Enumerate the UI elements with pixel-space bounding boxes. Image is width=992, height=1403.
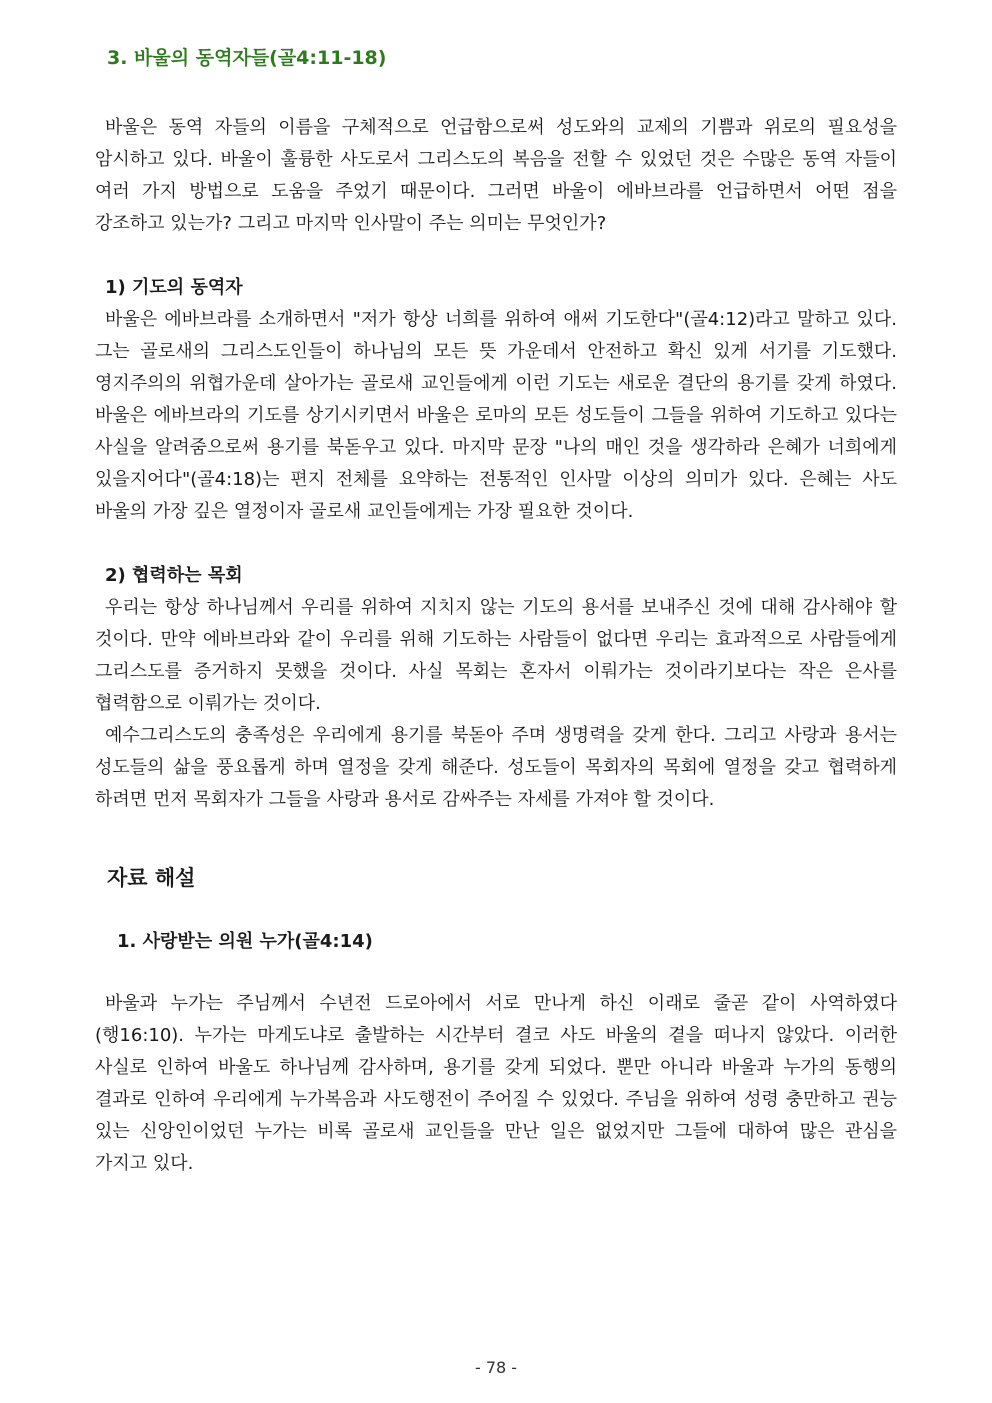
- spacer: [95, 896, 897, 926]
- spacer: [95, 816, 897, 860]
- spacer: [95, 240, 897, 272]
- spacer: [95, 76, 897, 112]
- resource-item-1-title: 1. 사랑받는 의원 누가(골4:14): [117, 931, 373, 952]
- subsection-2-title: 2) 협력하는 목회: [105, 565, 243, 586]
- spacer: [95, 528, 897, 560]
- subsection-1-paragraph: 바울은 에바브라를 소개하면서 "저가 항상 너희를 위하여 애써 기도한다"(골4:12)라고 말하고 있다. 그는 골로새의 그리스도인들이 하나님의 모든 뜻 가운데서 안전하고 확신 있게 서기를 기도했다. 영지주의의 위협가운데 살아가는 골로새 교인들에게 이런 기도는 새로운 결단의 용기를 갖게 하였다. 바울은 에바브라의 기도를 상기시키면서 바울은 로마의 모든 성도들이 그들을 위하여 기도하고 있다는 사실을 알려줌으로써 용기를 북돋우고 있다. 마지막 문장 "나의 매인 것을 생각하라 은혜가 너희에게 있을지어다"(골4:18)는 편지 전체를 요약하는 전통적인 인사말 이상의 의미가 있다. 은혜는 사도 바울의 가장 깊은 열정이자 골로새 교인들에게는 가장 필요한 것이다.: [95, 309, 897, 522]
- page-number: - 78 -: [474, 1358, 518, 1377]
- subsection-2-paragraph-1: 우리는 항상 하나님께서 우리를 위하여 지치지 않는 기도의 용서를 보내주신 것에 대해 감사해야 할 것이다. 만약 에바브라와 같이 우리를 위해 기도하는 사람들이 없다면 우리는 효과적으로 사람들에게 그리스도를 증거하지 못했을 것이다. 사실 목회는 혼자서 이뤄가는 것이라기보다는 작은 은사를 협력함으로 이뤄가는 것이다.: [95, 597, 897, 714]
- subsection-2-paragraph-2: 예수그리스도의 충족성은 우리에게 용기를 북돋아 주며 생명력을 갖게 한다. 그리고 사랑과 용서는 성도들의 삶을 풍요롭게 하며 열정을 갖게 해준다. 성도들이 목회자의 목회에 열정을 갖고 협력하게 하려면 먼저 목회자가 그들을 사랑과 용서로 감싸주는 자세를 가져야 할 것이다.: [95, 725, 897, 810]
- resources-title: 자료 해설: [107, 866, 196, 890]
- section-3-title: 3. 바울의 동역자들(골4:11-18): [107, 47, 387, 69]
- subsection-1-title: 1) 기도의 동역자: [105, 277, 243, 298]
- resource-item-1-paragraph: 바울과 누가는 주님께서 수년전 드로아에서 서로 만나게 하신 이래로 줄곧 같이 사역하였다(행16:10). 누가는 마게도냐로 출발하는 시간부터 결코 사도 바울의 곁을 떠나지 않았다. 이러한 사실로 인하여 바울도 하나님께 감사하며, 용기를 갖게 되었다. 뿐만 아니라 바울과 누가의 동행의 결과로 인하여 우리에게 누가복음과 사도행전이 주어질 수 있었다. 주님을 위하여 성령 충만하고 권능 있는 신앙인이었던 누가는 비록 골로새 교인들을 만난 일은 없었지만 그들에 대하여 많은 관심을 가지고 있다.: [95, 993, 897, 1174]
- page-content: [95, 40, 897, 1180]
- spacer: [95, 958, 897, 988]
- section-3-intro-paragraph: 바울은 동역 자들의 이름을 구체적으로 언급함으로써 성도와의 교제의 기쁨과 위로의 필요성을 암시하고 있다. 바울이 훌륭한 사도로서 그리스도의 복음을 전할 수 있었던 것은 수많은 동역 자들이 여러 가지 방법으로 도움을 주었기 때문이다. 그러면 바울이 에바브라를 언급하면서 어떤 점을 강조하고 있는가? 그리고 마지막 인사말이 주는 의미는 무엇인가?: [95, 117, 897, 234]
